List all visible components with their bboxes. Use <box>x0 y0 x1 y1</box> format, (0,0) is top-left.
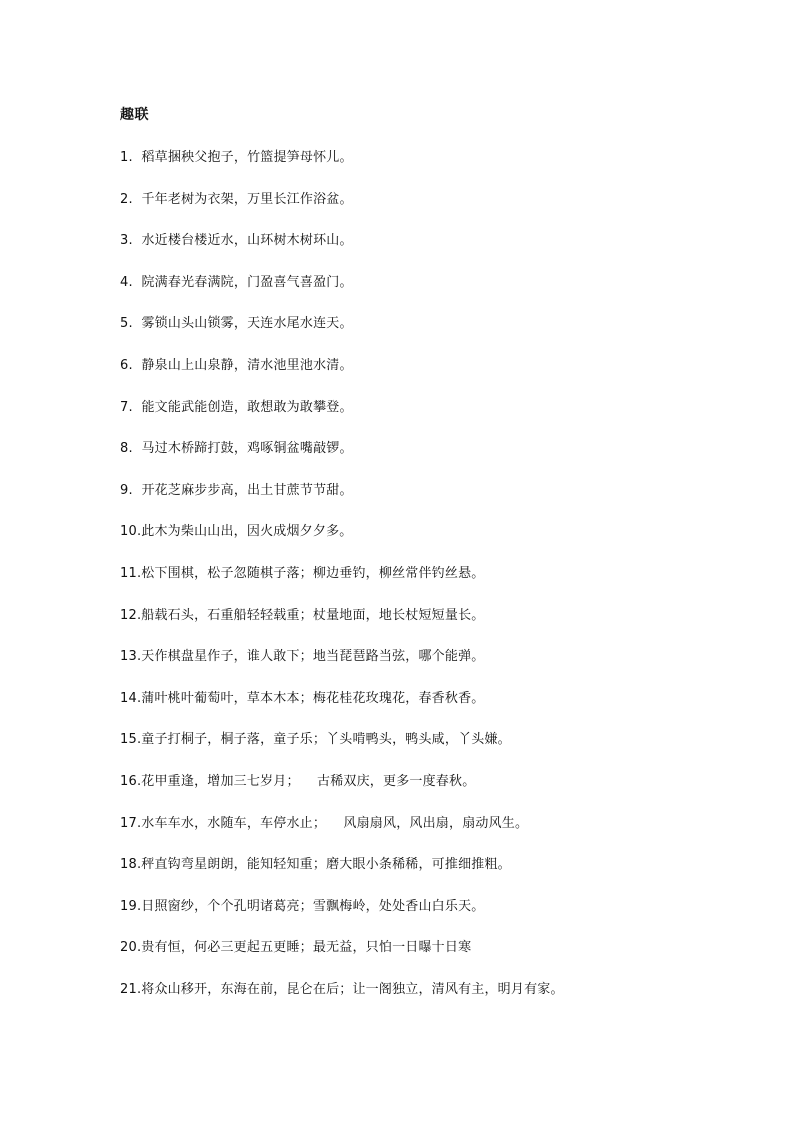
list-item: 14.蒲叶桃叶葡萄叶，草本木本；梅花桂花玫瑰花，春香秋香。 <box>120 690 485 706</box>
list-item: 21.将众山移开，东海在前，昆仑在后；让一阁独立，清风有主，明月有家。 <box>120 981 564 997</box>
list-item: 5. 雾锁山头山锁雾，天连水尾水连天。 <box>120 316 353 332</box>
couplet-list <box>120 149 564 1022</box>
list-item: 18.秤直钩弯星朗朗，能知轻知重；磨大眼小条稀稀，可推细推粗。 <box>120 857 511 873</box>
list-item: 10.此木为柴山山出，因火成烟夕夕多。 <box>120 524 353 540</box>
list-item: 20.贵有恒，何必三更起五更睡；最无益，只怕一日曝十日寒 <box>120 940 472 956</box>
list-item: 15.童子打桐子，桐子落，童子乐；丫头啃鸭头，鸭头咸，丫头嫌。 <box>120 732 511 748</box>
list-item: 4. 院满春光春满院，门盈喜气喜盈门。 <box>120 274 353 290</box>
list-item: 1. 稻草捆秧父抱子，竹篮提笋母怀儿。 <box>120 150 353 165</box>
list-item: 12.船载石头，石重船轻轻载重；杖量地面，地长杖短短量长。 <box>120 607 485 623</box>
list-item: 2. 千年老树为衣架，万里长江作浴盆。 <box>120 191 353 207</box>
list-item: 11.松下围棋，松子忽随棋子落；柳边垂钓，柳丝常伴钓丝悬。 <box>120 565 485 581</box>
list-item: 3. 水近楼台楼近水，山环树木树环山。 <box>120 233 353 249</box>
list-item: 13.天作棋盘星作子，谁人敢下；地当琵琶路当弦，哪个能弹。 <box>120 649 485 665</box>
list-item: 8. 马过木桥蹄打鼓，鸡啄铜盆嘴敲锣。 <box>120 441 353 457</box>
page-title: 趣联 <box>120 107 149 123</box>
list-item: 7. 能文能武能创造，敢想敢为敢攀登。 <box>120 399 353 415</box>
list-item: 9. 开花芝麻步步高，出土甘蔗节节甜。 <box>120 482 353 498</box>
list-item: 6. 静泉山上山泉静，清水池里池水清。 <box>120 357 353 373</box>
list-item: 16.花甲重逢，增加三七岁月； 古稀双庆，更多一度春秋。 <box>120 773 476 789</box>
list-item: 17.水车车水，水随车，车停水止； 风扇扇风，风出扇，扇动风生。 <box>120 815 529 831</box>
list-item: 19.日照窗纱，个个孔明诸葛亮；雪飘梅岭，处处香山白乐天。 <box>120 898 485 914</box>
